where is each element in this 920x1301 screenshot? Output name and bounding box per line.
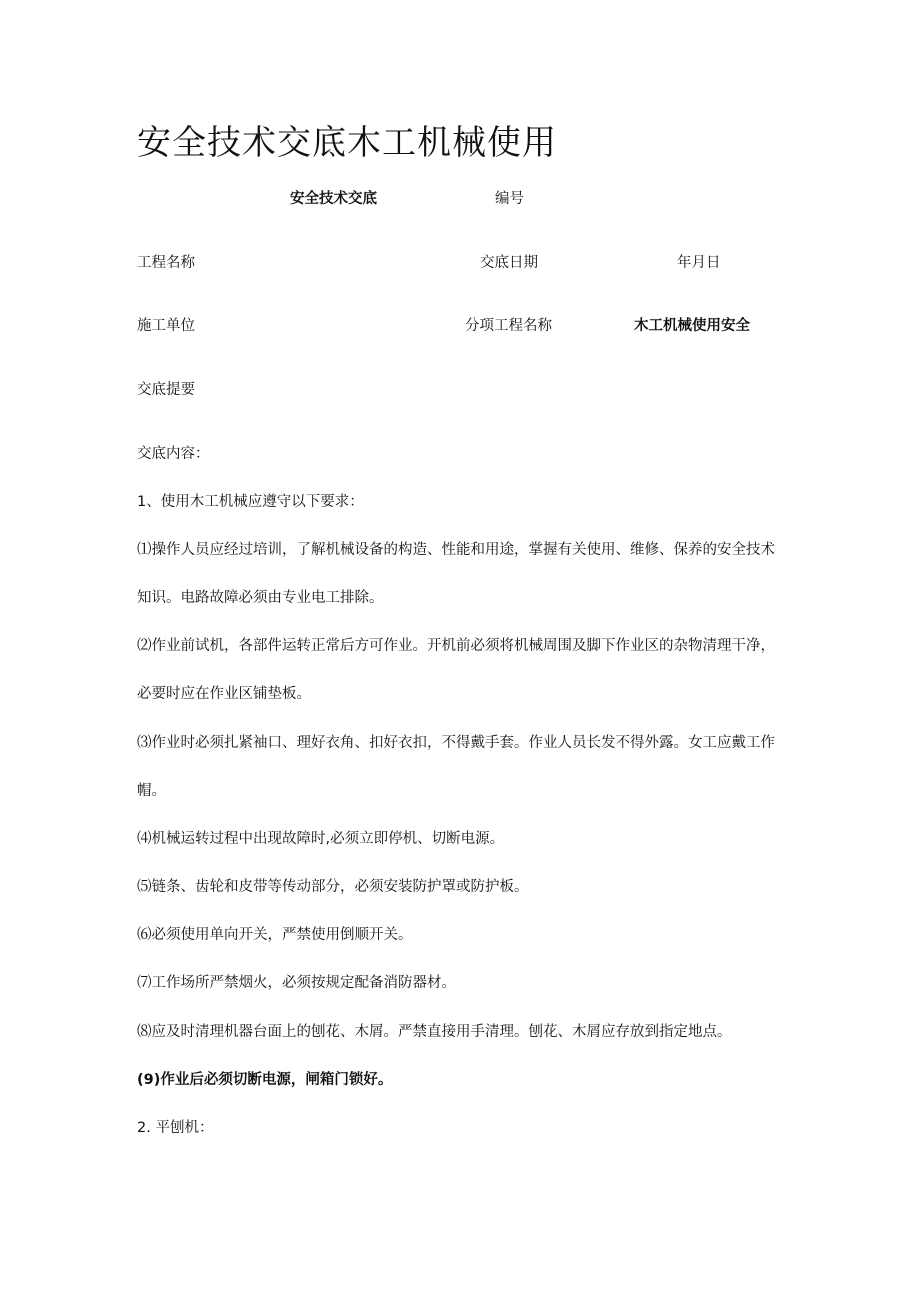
item-4: ⑷机械运转过程中出现故障时,必须立即停机、切断电源。 <box>137 831 505 847</box>
item-6: ⑹必须使用单向开关，严禁使用倒顺开关。 <box>137 927 413 943</box>
item-7: ⑺工作场所严禁烟火，必须按规定配备消防器材。 <box>137 975 456 991</box>
item-3-line-1: ⑶作业时必须扎紧袖口、理好衣角、扣好衣扣，不得戴手套。作业人员长发不得外露。女工应戴工作 <box>137 735 775 751</box>
unit-label: 施工单位 <box>137 318 195 334</box>
item-3-line-2: 帽。 <box>137 783 166 799</box>
sub-project-value: 木工机械使用安全 <box>634 318 750 334</box>
date-value: 年月日 <box>677 255 721 271</box>
form-title: 安全技术交底 <box>290 191 377 207</box>
item-1-line-2: 知识。电路故障必须由专业电工排除。 <box>137 590 384 606</box>
section-1-heading: 1、使用木工机械应遵守以下要求： <box>137 494 364 510</box>
item-2-line-2: 必要时应在作业区铺垫板。 <box>137 686 311 702</box>
date-label: 交底日期 <box>480 255 538 271</box>
number-label: 编号 <box>495 191 524 207</box>
content-label: 交底内容： <box>137 446 210 462</box>
item-1-line-1: ⑴操作人员应经过培训，了解机械设备的构造、性能和用途，掌握有关使用、维修、保养的安全技术 <box>137 542 775 558</box>
project-name-label: 工程名称 <box>137 255 195 271</box>
section-2-heading: 2. 平刨机： <box>137 1120 214 1136</box>
item-9: (9)作业后必须切断电源，闸箱门锁好。 <box>137 1072 393 1088</box>
item-2-line-1: ⑵作业前试机，各部件运转正常后方可作业。开机前必须将机械周围及脚下作业区的杂物清理干净， <box>137 638 775 654</box>
document-title: 安全技术交底木工机械使用 <box>137 123 557 163</box>
item-5: ⑸链条、齿轮和皮带等传动部分，必须安装防护罩或防护板。 <box>137 879 529 895</box>
summary-label: 交底提要 <box>137 382 195 398</box>
sub-project-label: 分项工程名称 <box>465 318 552 334</box>
item-8: ⑻应及时清理机器台面上的刨花、木屑。严禁直接用手清理。刨花、木屑应存放到指定地点。 <box>137 1024 732 1040</box>
